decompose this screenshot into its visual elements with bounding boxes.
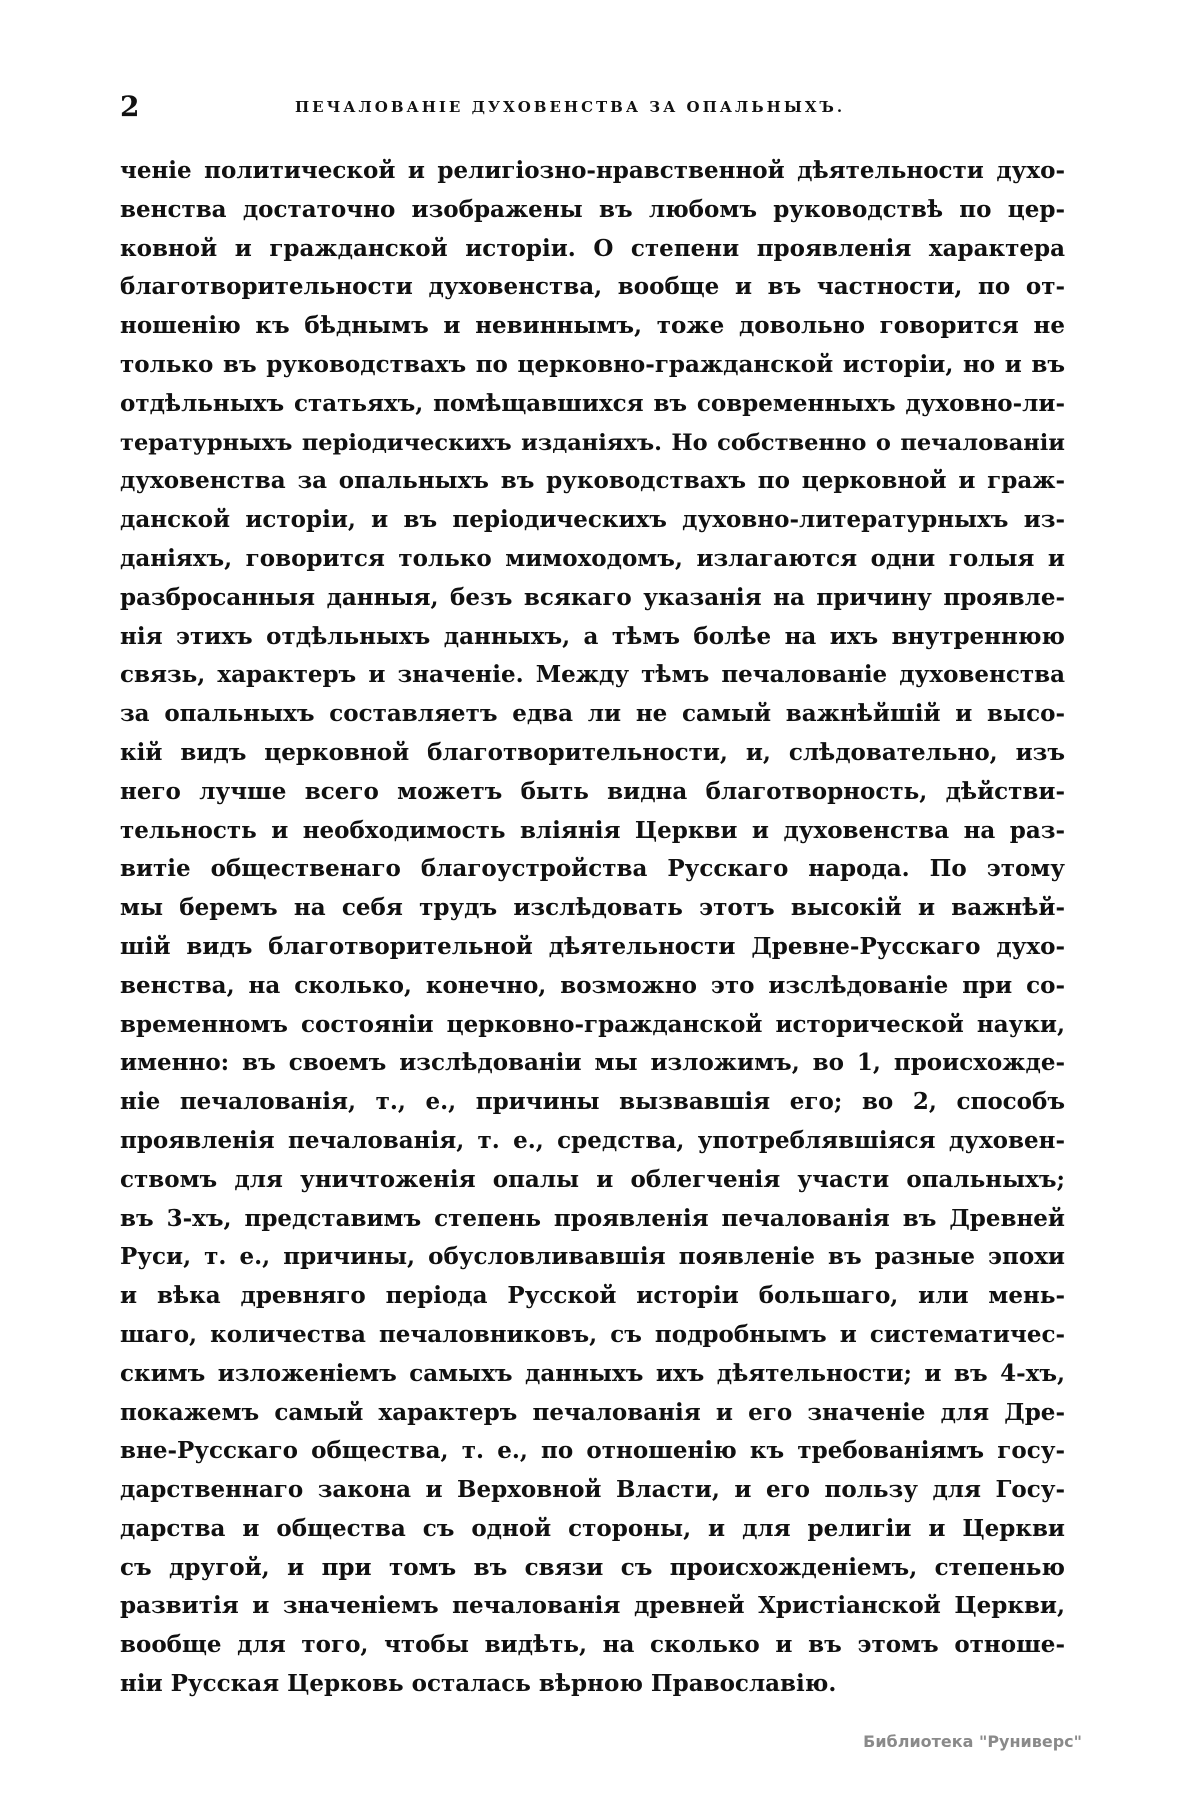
text-line: только въ руководствахъ по церковно-гражданской исторіи, но и въ bbox=[120, 350, 1065, 378]
text-line: связь, характеръ и значеніе. Между тѣмъ печалованіе духовенства bbox=[120, 661, 1065, 689]
text-line: венства, на сколько, конечно, возможно это изслѣдованіе при со- bbox=[120, 971, 1065, 999]
text-line: духовенства за опальныхъ въ руководствахъ по церковной и граж- bbox=[120, 467, 1065, 495]
text-line: развитія и значеніемъ печалованія древней Христіанской Церкви, bbox=[120, 1592, 1065, 1620]
text-line: Руси, т. е., причины, обусловливавшія появленіе въ разные эпохи bbox=[120, 1243, 1065, 1271]
text-line: разбросанныя данныя, безъ всякаго указанія на причину проявле- bbox=[120, 583, 1065, 611]
text-line: и вѣка древняго періода Русской исторіи большаго, или мень- bbox=[120, 1282, 1065, 1310]
text-line: именно: въ своемъ изслѣдованіи мы изложимъ, во 1, происхожде- bbox=[120, 1049, 1065, 1077]
text-line: тературныхъ періодическихъ изданіяхъ. Но собственно о печалованіи bbox=[120, 429, 1065, 456]
text-line: благотворительности духовенства, вообще и въ частности, по от- bbox=[120, 273, 1065, 301]
text-line: него лучше всего можетъ быть видна благотворность, дѣйстви- bbox=[120, 777, 1065, 805]
running-title: ПЕЧАЛОВАНІЕ ДУХОВЕНСТВА ЗА ОПАЛЬНЫХЪ. bbox=[295, 98, 846, 116]
text-line: ствомъ для уничтоженія опалы и облегченія участи опальныхъ; bbox=[120, 1165, 1065, 1193]
text-line: въ 3-хъ, представимъ степень проявленія печалованія въ Древней bbox=[120, 1204, 1065, 1232]
body-text bbox=[120, 152, 1065, 1704]
text-line: проявленія печалованія, т. е., средства, употреблявшіяся духовен- bbox=[120, 1126, 1065, 1154]
page-number: 2 bbox=[120, 90, 140, 123]
text-line: нія этихъ отдѣльныхъ данныхъ, а тѣмъ болѣе на ихъ внутреннюю bbox=[120, 622, 1065, 650]
text-line: ковной и гражданской исторіи. О степени проявленія характера bbox=[120, 234, 1065, 262]
text-line: покажемъ самый характеръ печалованія и его значеніе для Дре- bbox=[120, 1398, 1065, 1426]
text-line: ніи Русская Церковь осталась вѣрною Православію. bbox=[120, 1670, 837, 1698]
text-line: дарственнаго закона и Верховной Власти, и его пользу для Госу- bbox=[120, 1476, 1065, 1504]
text-line: шій видъ благотворительной дѣятельности Древне-Русскаго духо- bbox=[120, 932, 1065, 960]
text-line: отдѣльныхъ статьяхъ, помѣщавшихся въ современныхъ духовно-ли- bbox=[120, 389, 1065, 417]
text-line: ченіе политической и религіозно-нравственной дѣятельности духо- bbox=[120, 157, 1065, 184]
text-line: даніяхъ, говорится только мимоходомъ, излагаются одни голыя и bbox=[120, 544, 1065, 572]
text-line: скимъ изложеніемъ самыхъ данныхъ ихъ дѣятельности; и въ 4-хъ, bbox=[120, 1359, 1065, 1387]
text-line: вообще для того, чтобы видѣть, на сколько и въ этомъ отноше- bbox=[120, 1631, 1065, 1659]
text-line: данской исторіи, и въ періодическихъ духовно-литературныхъ из- bbox=[120, 506, 1065, 534]
text-line: шаго, количества печаловниковъ, съ подробнымъ и систематичес- bbox=[120, 1320, 1065, 1348]
text-line: съ другой, и при томъ въ связи съ происхожденіемъ, степенью bbox=[120, 1553, 1065, 1581]
text-line: ніе печалованія, т., е., причины вызвавшія его; во 2, способъ bbox=[120, 1088, 1065, 1116]
text-line: витіе общественаго благоустройства Русскаго народа. По этому bbox=[120, 855, 1065, 883]
text-line: ношенію къ бѣднымъ и невиннымъ, тоже довольно говорится не bbox=[120, 312, 1065, 340]
text-line: дарства и общества съ одной стороны, и для религіи и Церкви bbox=[120, 1514, 1065, 1542]
text-line: мы беремъ на себя трудъ изслѣдовать этотъ высокій и важнѣй- bbox=[120, 894, 1065, 922]
text-line: за опальныхъ составляетъ едва ли не самый важнѣйшій и высо- bbox=[120, 700, 1065, 728]
text-line: венства достаточно изображены въ любомъ руководствѣ по цер- bbox=[120, 195, 1065, 223]
running-head bbox=[120, 90, 1065, 130]
library-watermark: Библиотека "Руниверс" bbox=[863, 1732, 1082, 1751]
text-line: тельность и необходимость вліянія Церкви и духовенства на раз- bbox=[120, 816, 1065, 844]
text-line: кій видъ церковной благотворительности, и, слѣдовательно, изъ bbox=[120, 738, 1065, 766]
text-line: вне-Русскаго общества, т. е., по отношенію къ требованіямъ госу- bbox=[120, 1437, 1065, 1465]
text-line: временномъ состояніи церковно-гражданской исторической науки, bbox=[120, 1010, 1065, 1038]
